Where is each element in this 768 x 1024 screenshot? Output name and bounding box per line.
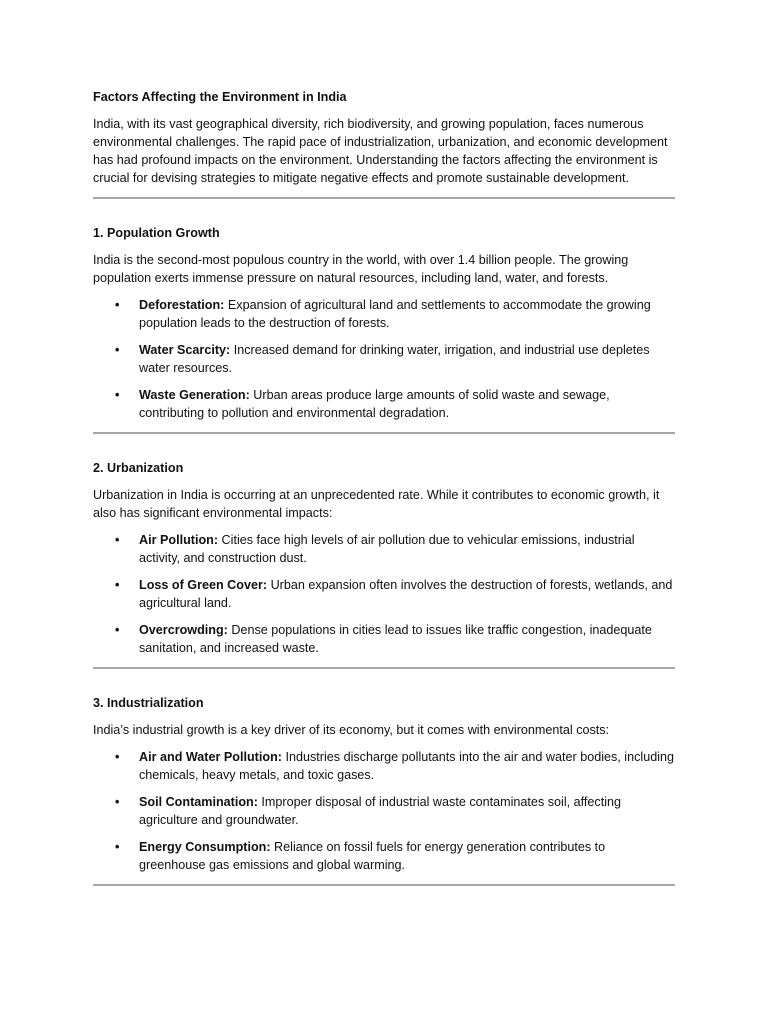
bullet-text: Urban areas produce large amounts of solid waste and sewage, contributing to pollution and environmental degradation. [139, 388, 610, 420]
list-item [93, 621, 675, 657]
bullet-icon: • [115, 623, 120, 637]
bullet-icon: • [115, 840, 120, 854]
section-paragraph: India’s industrial growth is a key driver of its economy, but it comes with environmental costs: [93, 723, 610, 737]
bullet-icon: • [115, 795, 120, 809]
section-heading: 3. Industrialization [93, 696, 204, 710]
intro-paragraph: India, with its vast geographical diversity, rich biodiversity, and growing population, faces numerous environmental challenges. The rapid pace of industrialization, urbanization, and economic development has had profound impacts on the environment. Understanding the factors affecting the environment is crucial for devising strategies to mitigate negative effects and promote sustainable development. [93, 117, 668, 185]
bullet-term: Soil Contamination: [139, 795, 258, 809]
bullet-text: Reliance on fossil fuels for energy generation contributes to greenhouse gas emissions and global warming. [139, 840, 606, 872]
bullet-icon: • [115, 343, 120, 357]
bullet-term: Waste Generation: [139, 388, 250, 402]
list-item [93, 838, 675, 874]
bullet-term: Air and Water Pollution: [139, 750, 282, 764]
bullet-list [93, 531, 675, 657]
bullet-text: Dense populations in cities lead to issues like traffic congestion, inadequate sanitation, and increased waste. [139, 623, 652, 655]
section-industrialization [93, 694, 675, 886]
horizontal-rule [93, 432, 675, 434]
bullet-term: Overcrowding: [139, 623, 228, 637]
section-paragraph: India is the second-most populous country in the world, with over 1.4 billion people. The growing population exerts immense pressure on natural resources, including land, water, and forests. [93, 253, 629, 285]
bullet-term: Water Scarcity: [139, 343, 231, 357]
document-title: Factors Affecting the Environment in India [93, 90, 347, 104]
section-urbanization [93, 459, 675, 669]
bullet-text: Increased demand for drinking water, irrigation, and industrial use depletes water resources. [139, 343, 650, 375]
bullet-text: Industries discharge pollutants into the air and water bodies, including chemicals, heavy metals, and toxic gases. [139, 750, 675, 782]
bullet-text: Expansion of agricultural land and settlements to accommodate the growing population leads to the destruction of forests. [139, 298, 651, 330]
bullet-text: Urban expansion often involves the destruction of forests, wetlands, and agricultural land. [139, 578, 673, 610]
bullet-term: Energy Consumption: [139, 840, 271, 854]
list-item [93, 531, 675, 567]
bullet-list [93, 748, 675, 874]
bullet-icon: • [115, 298, 120, 312]
bullet-list [93, 296, 675, 422]
document-page [93, 88, 675, 886]
list-item [93, 296, 675, 332]
section-heading: 2. Urbanization [93, 461, 184, 475]
bullet-icon: • [115, 578, 120, 592]
bullet-term: Loss of Green Cover: [139, 578, 268, 592]
horizontal-rule [93, 197, 675, 199]
horizontal-rule [93, 667, 675, 669]
list-item [93, 341, 675, 377]
bullet-icon: • [115, 750, 120, 764]
section-population-growth [93, 224, 675, 434]
bullet-term: Deforestation: [139, 298, 225, 312]
bullet-term: Air Pollution: [139, 533, 219, 547]
list-item [93, 576, 675, 612]
horizontal-rule [93, 884, 675, 886]
section-heading: 1. Population Growth [93, 226, 220, 240]
bullet-text: Improper disposal of industrial waste contaminates soil, affecting agriculture and groundwater. [139, 795, 622, 827]
list-item [93, 793, 675, 829]
bullet-icon: • [115, 533, 120, 547]
bullet-text: Cities face high levels of air pollution due to vehicular emissions, industrial activity, and construction dust. [139, 533, 635, 565]
section-paragraph: Urbanization in India is occurring at an unprecedented rate. While it contributes to economic growth, it also has significant environmental impacts: [93, 488, 660, 520]
list-item [93, 386, 675, 422]
list-item [93, 748, 675, 784]
bullet-icon: • [115, 388, 120, 402]
